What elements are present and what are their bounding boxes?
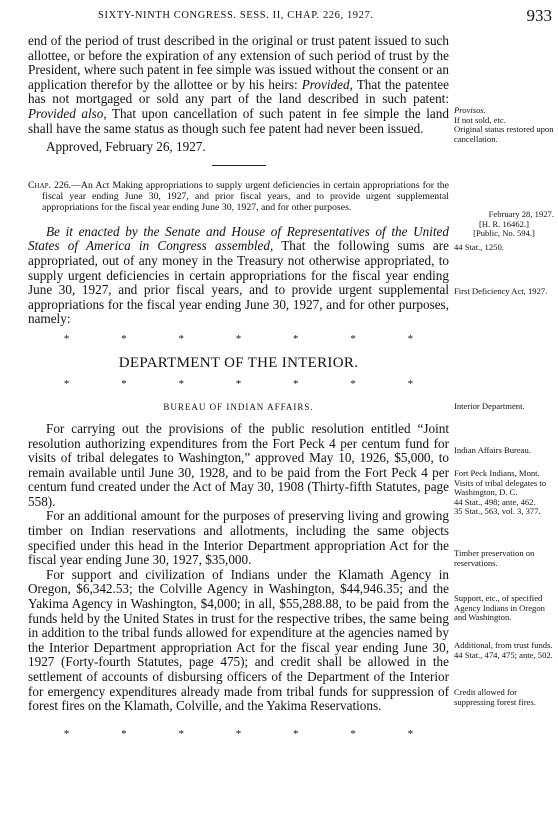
margin-note-fort-peck: Fort Peck Indians, Mont. Visits of tribal delegates to Washington, D. C. 44 Stat., 498; ante, 462. 35 Stat., 563, vol. 3, 377. — [454, 468, 547, 517]
ellipsis-stars: * * * * * * * — [63, 332, 414, 345]
margin-note-date: February 28, 1927. [H. R. 16462.] [Public, No. 594.] — [473, 209, 554, 239]
department-heading: DEPARTMENT OF THE INTERIOR. — [118, 354, 359, 371]
running-header — [0, 6, 558, 28]
margin-note-support: Support, etc., of specified Agency Indians in Oregon and Washington. — [454, 593, 545, 623]
margin-note-additional: Additional, from trust funds. 44 Stat., 474, 475; ante, 502. — [454, 640, 553, 660]
margin-note-timber: Timber preservation on reservations. — [454, 548, 535, 568]
approval-line: Approved, February 26, 1927. — [46, 139, 206, 155]
chapter-heading: Chap. 226.—An Act Making appropriations to supply urgent deficiencies in certain appropriations for the fiscal year ending June 30, 1927, and prior fiscal years, and to provide urgent supplemental appropriations for the fiscal year ending June 30, 1927, and for other purposes. — [28, 179, 449, 213]
margin-note-provisos: Provisos. If not sold, etc. Original status restored upon cancellation. — [454, 105, 554, 144]
ellipsis-stars: * * * * * * * — [63, 377, 414, 390]
timber-paragraph: For an additional amount for the purposes of preserving living and growing timber on Indian reservations and allotments, including the same objects specified under this head in the Interior Department appropriation Act for the fiscal year ending June 30, 1927, $35,000. — [28, 508, 449, 568]
margin-note-indian-affairs: Indian Affairs Bureau. — [454, 445, 531, 455]
margin-note-credit: Credit allowed for suppressing forest fires. — [454, 687, 536, 707]
bureau-heading: BUREAU OF INDIAN AFFAIRS. — [163, 401, 314, 412]
margin-note-first-deficiency: First Deficiency Act, 1927. — [454, 286, 548, 296]
main-text-column — [28, 34, 449, 746]
proviso-paragraph: end of the period of trust described in the original or trust patent issued to such allottee, or before the expiration of any extension of such period of trust by the President, where such patent in fee simple was issued without the consent or an application therefor by the allottee or by his heirs: Provided, That the patentee has not mortgaged or sold any part of the land described in such patent: Provided also, That upon cancellation of such patent in fee simple the land shall have the same status as though such fee patent had never been issued. — [28, 33, 450, 136]
running-title: SIXTY-NINTH CONGRESS. SESS. II, CHAP. 226, 1927. — [98, 10, 374, 21]
page-number: 933 — [526, 6, 552, 25]
fort-peck-paragraph: For carrying out the provisions of the public resolution entitled “Joint resolution authorizing expenditures from the Fort Peck 4 per centum fund for visits of tribal delegates to Washington,” approved May 10, 1926, $5,000, to remain available until June 30, 1928, and to be paid from the Fort Peck 4 per centum fund created under the Act of May 30, 1908 (Thirty-fifth Statutes, page 558). — [28, 420, 449, 509]
enacting-clause: Be it enacted by the Senate and House of Representatives of the United States of America in Congress assembled, That the following sums are appropriated, out of any money in the Treasury not otherwise appropriated, to supply urgent deficiencies in certain appropriations for the fiscal year ending June 30, 1927, and prior fiscal years, and to provide urgent supplemental appropriations for the fiscal year ending June 30, 1927, and for other purposes, namely: — [28, 223, 449, 327]
ellipsis-stars: * * * * * * * — [63, 727, 414, 740]
section-rule — [212, 165, 266, 166]
margin-note-interior: Interior Department. — [454, 401, 525, 411]
support-paragraph: For support and civilization of Indians under the Klamath Agency in Oregon, $6,342.53; the Colville Agency in Washington, $44,946.35; and the Yakima Agency in Washington, $4,000; in all, $55,288.88, to be paid from the funds held by the United States in trust for the respective tribes, the same being in addition to the tribal funds allowed for expenditure at the agencies named by the Interior Department appropriation Act for the fiscal year ending June 30, 1927 (Forty-fourth Statutes, page 475); and credit shall be allowed in the settlement of accounts of disbursing officers of the Department of the Interior for emergency expenditures already made from tribal funds for suppression of forest fires on the Klamath, Colville, and the Yakima Reservations. — [28, 566, 449, 714]
margin-note-stat: 44 Stat., 1250. — [454, 242, 504, 252]
